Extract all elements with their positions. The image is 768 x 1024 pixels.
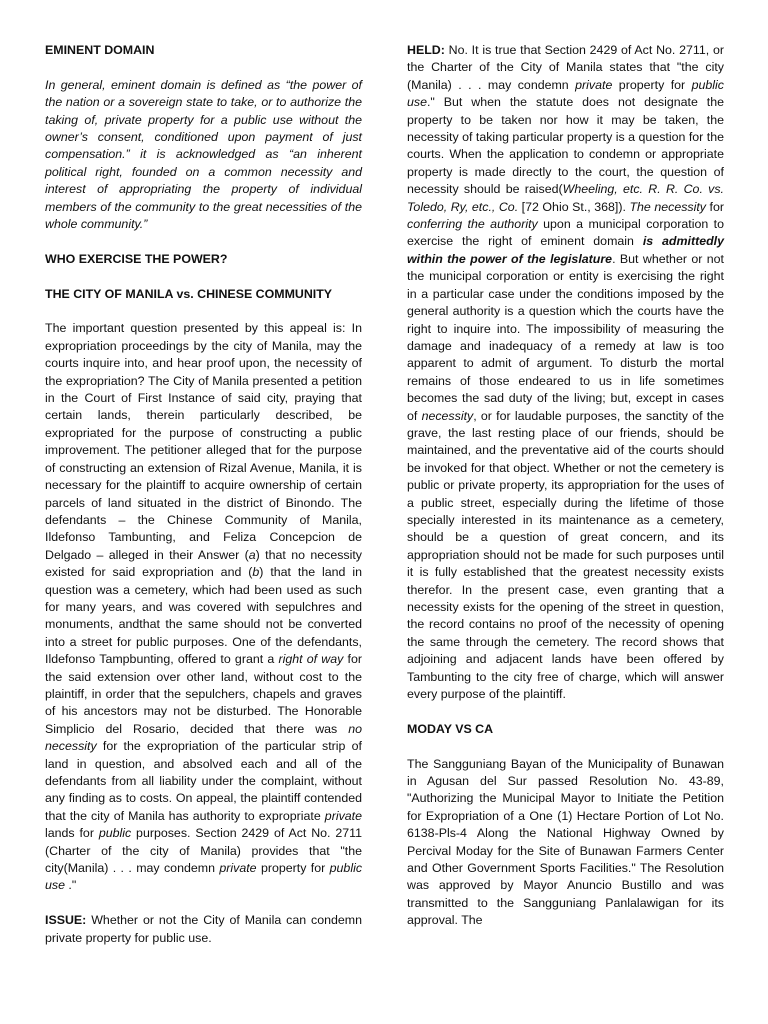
facts-text-8: property for [256, 861, 330, 876]
held-citation: Wheeling, etc. R. R. Co. vs. Toledo, Ry, etc., Co. [407, 182, 724, 214]
facts-right-of-way: right of way [278, 652, 344, 667]
facts-text-2: ) that no necessity existed for said expropriation and ( [45, 547, 362, 580]
facts-text-7: purposes. Section 2429 of Act No. 2711 (Charter of the city of Manila) provides that "the city(Manila) . . . may condemn [45, 826, 362, 876]
facts-text-9: ." [64, 878, 77, 893]
right-column [407, 42, 724, 947]
eminent-domain-definition: In general, eminent domain is defined as “the power of the nation or a sovereign state to take, or to authorize the taking of, private property for a public use without the owner’s consent, conditioned upon payment of just compensation.” it is acknowledged as “an inherent political right, founded on a common necessity and interest of appropriating the property of individual members of the community to the great necessities of the whole community.” [45, 77, 362, 232]
issue-text: Whether or not the City of Manila can condemn private property for public use. [45, 913, 362, 945]
facts-text-4: for the said extension over other land, without cost to the plaintiff, in order that the sepulchers, chapels and graves of his ancestors may not be disturbed. The Honorable Simplicio del Rosario, decided that there was [45, 652, 363, 736]
moday-facts-paragraph: The Sangguniang Bayan of the Municipality of Bunawan in Agusan del Sur passed Resolution No. 43-89, "Authorizing the Municipal Mayor to Initiate the Petition for Expropriation of a One (1) Hectare Portion of Lot No. 6138-Pls-4 Along the National Highway Owned by Percival Moday for the Site of Bunawan Farmers Center and Other Government Sports Facilities." The Resolution was approved by Mayor Anuncio Bustillo and was transmitted to the Sangguniang Panlalawigan for its approval. The [407, 756, 724, 928]
heading-city-of-manila-case: THE CITY OF MANILA vs. CHINESE COMMUNITY [45, 286, 333, 301]
facts-text-1: The important question presented by this appeal is: In expropriation proceedings by the city of Manila, may the courts inquire into, and hear proof upon, the necessity of the expropriation? The City of Manila presented a petition in the Court of First Instance of said city, praying that certain lands, therein particularly described, be expropriated for the purpose of constructing a public improvement. The petitioner alleged that for the purpose of constructing an extension of Rizal Avenue, Manila, it is necessary for the plaintiff to acquire ownership of certain parcels of land situated in the district of Binondo. The defendants – the Chinese Community of Manila, Ildefonso Tambunting, and Feliza Concepcion de Delgado – alleged in their Answer ( [45, 321, 362, 562]
held-text-3: ." But when the statute does not designate the property to be taken nor how it may be taken, the necessity of taking particular property is a question for the courts. When the application to condemn or appropriate property is made directly to the court, the question of necessity should be raised( [407, 95, 724, 197]
facts-public-1: public [98, 826, 132, 841]
held-text-6: upon a municipal corporation to exercise the right of eminent domain [407, 217, 724, 249]
facts-no-necessity: no necessity [45, 721, 362, 754]
held-label: HELD: [407, 43, 445, 57]
heading-moday-vs-ca: MODAY VS CA [407, 721, 494, 736]
held-text-7: . But whether or not the municipal corporation or entity is exercising the right in a particular case under the conditions imposed by the general authority is a question which the courts have the right to inquire into. The impossibility of measuring the damage and inadequacy of a remedy at law is too apparent to admit of argument. To disturb the mortal remains of those endeared to us in life sometimes becomes the sad duty of the living; but, except in cases of [407, 251, 724, 423]
facts-text-3: ) that the land in question was a cemetery, which had been used as such for many years, and was covered with sepulchres and monuments, andthat the same should not be converted into a street for public purposes. One of the defendants, Ildefonso Tampbunting, offered to grant a [45, 565, 362, 667]
heading-who-exercise: WHO EXERCISE THE POWER? [45, 251, 228, 266]
held-public-use: public use [407, 77, 724, 110]
held-the-necessity: The necessity [629, 199, 706, 214]
held-text-2: property for [612, 77, 692, 92]
facts-private-2: private [219, 861, 257, 876]
heading-eminent-domain: EMINENT DOMAIN [45, 43, 155, 57]
held-private: private [575, 77, 613, 92]
facts-text-6: lands for [45, 826, 99, 841]
held-admittedly-within-power: is admittedly within the power of the legislature [407, 234, 724, 266]
issue-paragraph [45, 912, 362, 947]
facts-text-5: for the expropriation of the particular strip of land in question, and absolved each and all of the defendants from all liability under the complaint, without any finding as to costs. On appeal, the plaintiff contended that the city of Manila has authority to expropriate [45, 739, 362, 823]
case-facts-paragraph [45, 320, 362, 894]
facts-private-1: private [324, 808, 362, 823]
facts-item-b: b [252, 565, 260, 580]
held-text-5: for [706, 199, 724, 214]
issue-label: ISSUE: [45, 913, 87, 928]
facts-item-a: a [248, 547, 256, 562]
held-text-4: [72 Ohio St., 368]). [518, 199, 630, 214]
held-text-1: No. It is true that Section 2429 of Act No. 2711, or the Charter of the City of Manila states that "the city (Manila) . . . may condemn [407, 43, 724, 92]
held-necessity-word: necessity [421, 408, 474, 423]
facts-public-use: public use [45, 861, 363, 893]
held-conferring-authority: conferring the authority [407, 217, 538, 232]
left-column [45, 42, 362, 964]
held-text-8: , or for laudable purposes, the sanctity of the grave, the last resting place of our friends, should be maintained, and the preventative aid of the courts should be invoked for that object. Whether or not the cemetery is public or private property, its appropriation for the uses of a public street, especially during the lifetime of those specially interested in its maintenance as a cemetery, should be a question of great concern, and its appropriation should not be made for such purposes until it is fully established that the greatest necessity exists therefor. In the present case, even granting that a necessity exists for the opening of the street in question, the record contains no proof of the necessity of opening the same through the cemetery. The record shows that adjoining and adjacent lands have been offered by Tambunting to the city free of charge, which will answer every purpose of the plaintiff. [407, 408, 724, 702]
held-paragraph [407, 42, 724, 703]
